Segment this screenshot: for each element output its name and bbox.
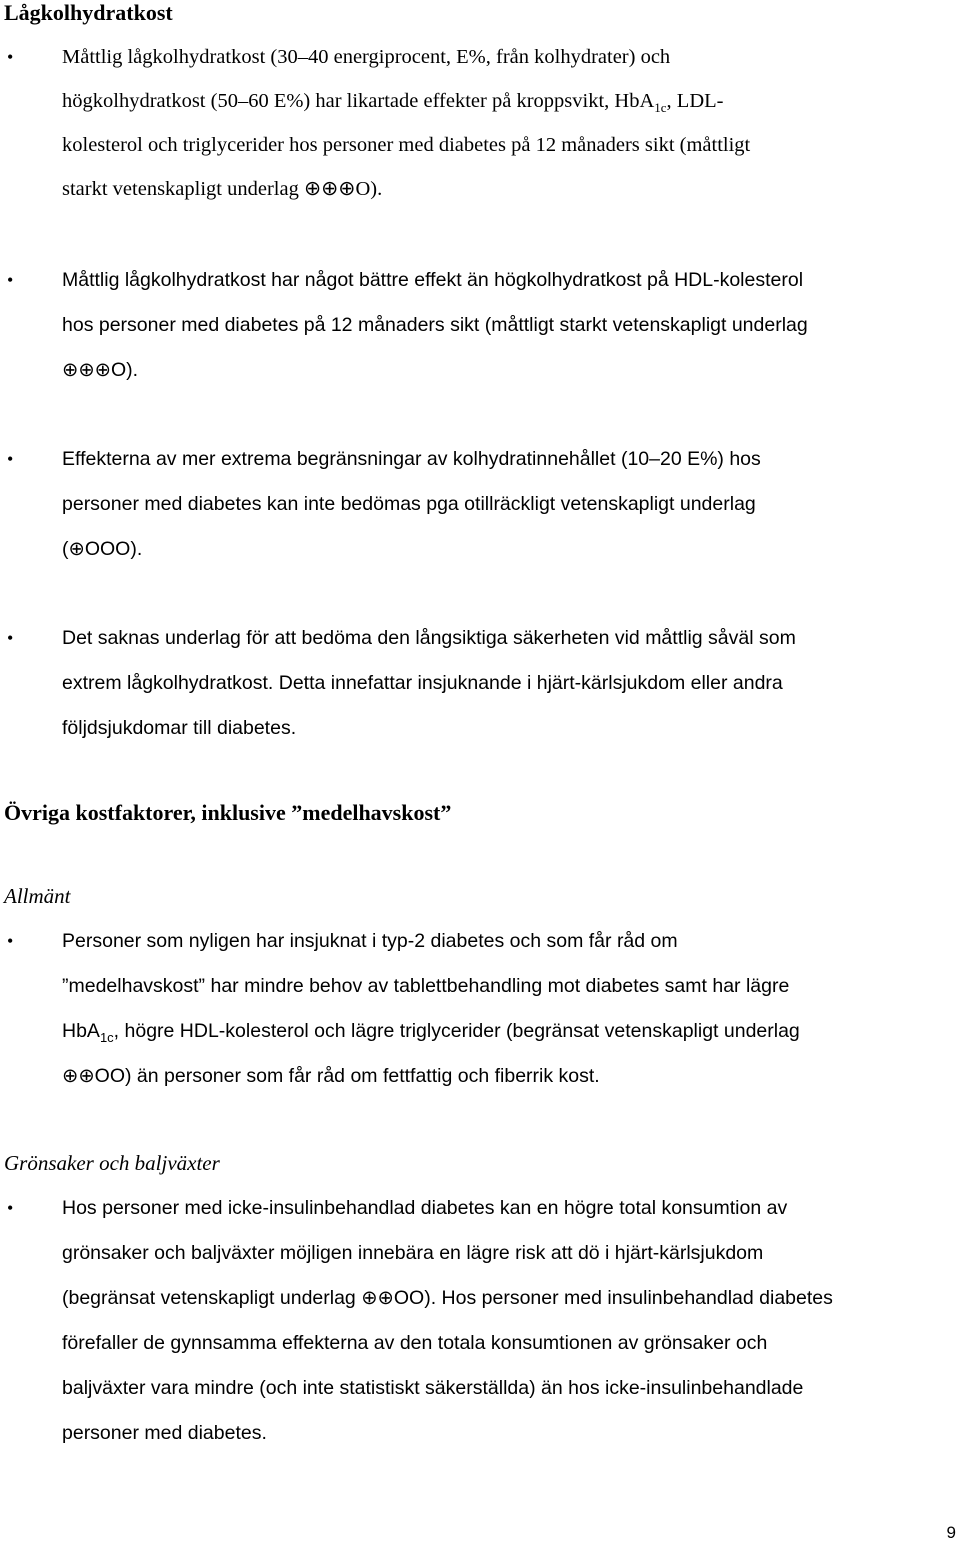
- subheading-vegetables: Grönsaker och baljväxter: [4, 1151, 220, 1175]
- text-line: • Måttlig lågkolhydratkost har något bättre effekt än högkolhydratkost på HDL-kolesterol: [62, 269, 804, 291]
- section-heading-low-carb: Lågkolhydratkost: [4, 0, 173, 25]
- text-line: starkt vetenskapligt underlag ⊕⊕⊕O).: [62, 178, 383, 200]
- bullet-low-carb-2: [62, 258, 960, 393]
- text-line: förefaller de gynnsamma effekterna av den totala konsumtionen av grönsaker och: [62, 1332, 768, 1354]
- text-line: kolesterol och triglycerider hos personer med diabetes på 12 månaders sikt (måttligt: [62, 134, 751, 156]
- text-line: personer med diabetes kan inte bedömas pga otillräckligt vetenskapligt underlag: [62, 493, 756, 515]
- text-line: grönsaker och baljväxter möjligen innebära en lägre risk att dö i hjärt-kärlsjukdom: [62, 1242, 764, 1264]
- text-line: hos personer med diabetes på 12 månaders sikt (måttligt starkt vetenskapligt underlag: [62, 314, 808, 336]
- text-line: • Effekterna av mer extrema begränsningar av kolhydratinnehållet (10–20 E%) hos: [62, 448, 761, 470]
- section-heading-other-diet: Övriga kostfaktorer, inklusive ”medelhavskost”: [4, 800, 452, 825]
- page-number: 9: [946, 1523, 956, 1542]
- text-line: högkolhydratkost (50–60 E%) har likartade effekter på kroppsvikt, HbA$_{1c}$, LDL-: [62, 90, 724, 116]
- text-line: baljväxter vara mindre (och inte statistiskt säkerställda) än hos icke-insulinbehandlade: [62, 1377, 804, 1399]
- bullet-low-carb-4: [62, 616, 960, 751]
- text-line: HbA$_{1c}$, högre HDL-kolesterol och lägre triglycerider (begränsat vetenskapligt underlag: [62, 1020, 800, 1045]
- text-line: följdsjukdomar till diabetes.: [62, 717, 297, 739]
- subheading-general: Allmänt: [4, 884, 71, 908]
- text-line: ⊕⊕OO) än personer som får råd om fettfattig och fiberrik kost.: [62, 1065, 600, 1087]
- text-line: personer med diabetes.: [62, 1422, 267, 1444]
- text-line: (begränsat vetenskapligt underlag ⊕⊕OO). Hos personer med insulinbehandlad diabetes: [62, 1287, 833, 1309]
- text-line: (⊕OOO).: [62, 538, 143, 560]
- text-line: • Det saknas underlag för att bedöma den långsiktiga säkerheten vid måttlig såväl som: [62, 627, 796, 649]
- text-line: ⊕⊕⊕O).: [62, 359, 139, 381]
- subscript: 1c: [654, 100, 667, 116]
- bullet-vegetables: [62, 1186, 960, 1456]
- bullet-low-carb-1: [62, 35, 960, 211]
- text-line: • Hos personer med icke-insulinbehandlad diabetes kan en högre total konsumtion av: [62, 1197, 788, 1219]
- bullet-low-carb-3: [62, 437, 960, 572]
- bullet-general: [62, 919, 960, 1099]
- text-line: ”medelhavskost” har mindre behov av tablettbehandling mot diabetes samt har lägre: [62, 975, 790, 997]
- text-line: • Måttlig lågkolhydratkost (30–40 energiprocent, E%, från kolhydrater) och: [62, 46, 671, 68]
- subscript: 1c: [99, 1029, 114, 1045]
- text-line: extrem lågkolhydratkost. Detta innefattar insjuknande i hjärt-kärlsjukdom eller andra: [62, 672, 783, 694]
- text-line: • Personer som nyligen har insjuknat i typ-2 diabetes och som får råd om: [62, 930, 678, 952]
